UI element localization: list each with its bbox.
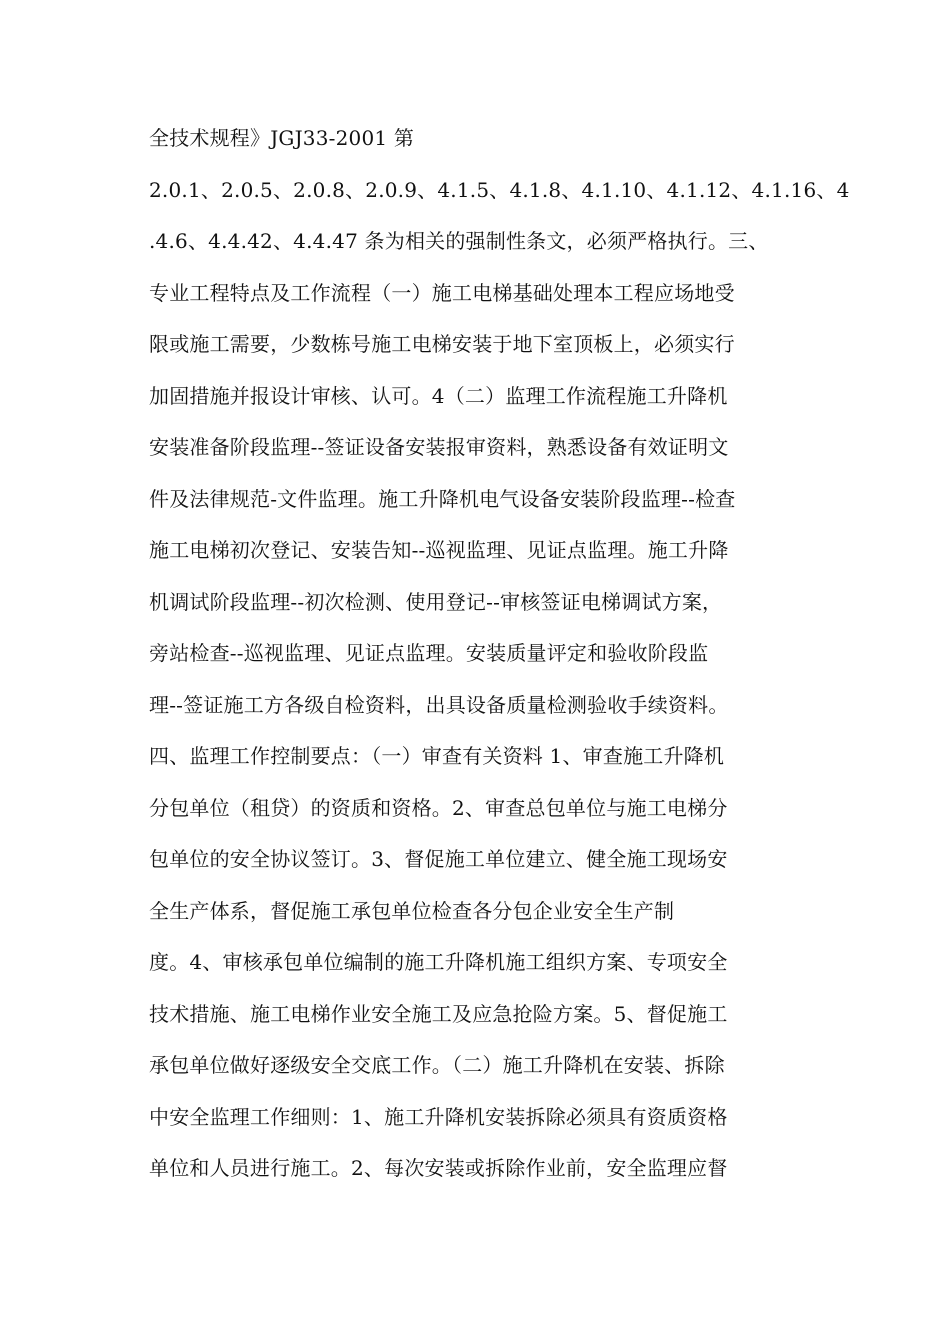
text-line: .4.6、4.4.42、4.4.47 条为相关的强制性条文，必须严格执行。三、	[149, 229, 769, 253]
text-line: 全技术规程》JGJ33-2001 第	[149, 126, 415, 150]
text-line: 中安全监理工作细则：1、施工升降机安装拆除必须具有资质资格	[149, 1104, 728, 1129]
text-line: 包单位的安全协议签订。3、督促施工单位建立、健全施工现场安	[149, 847, 728, 871]
text-line: 技术措施、施工电梯作业安全施工及应急抢险方案。5、督促施工	[149, 1001, 728, 1026]
body-text	[149, 113, 850, 1195]
text-line: 单位和人员进行施工。2、每次安装或拆除作业前，安全监理应督	[149, 1156, 728, 1180]
text-line: 专业工程特点及工作流程（一）施工电梯基础处理本工程应场地受	[149, 280, 735, 305]
text-line: 件及法律规范-文件监理。施工升降机电气设备安装阶段监理--检查	[149, 486, 736, 511]
text-line: 2.0.1、2.0.5、2.0.8、2.0.9、4.1.5、4.1.8、4.1.10、4.1.12、4.1.16、4	[149, 177, 850, 202]
text-line: 限或施工需要，少数栋号施工电梯安装于地下室顶板上，必须实行	[149, 332, 735, 356]
text-line: 加固措施并报设计审核、认可。4（二）监理工作流程施工升降机	[149, 383, 728, 408]
text-line: 安装准备阶段监理--签证设备安装报审资料，熟悉设备有效证明文	[149, 435, 729, 459]
text-line: 四、监理工作控制要点：（一）审查有关资料 1、审查施工升降机	[149, 744, 725, 768]
text-line: 度。4、审核承包单位编制的施工升降机施工组织方案、专项安全	[149, 950, 728, 974]
text-line: 机调试阶段监理--初次检测、使用登记--审核签证电梯调试方案，	[149, 589, 723, 614]
text-line: 分包单位（租贷）的资质和资格。2、审查总包单位与施工电梯分	[149, 795, 728, 820]
text-line: 全生产体系，督促施工承包单位检查各分包企业安全生产制	[149, 898, 675, 923]
text-line: 理--签证施工方各级自检资料，出具设备质量检测验收手续资料。	[149, 692, 729, 717]
text-line: 承包单位做好逐级安全交底工作。（二）施工升降机在安装、拆除	[149, 1053, 725, 1077]
text-line: 旁站检查--巡视监理、见证点监理。安装质量评定和验收阶段监	[149, 641, 709, 665]
text-line: 施工电梯初次登记、安装告知--巡视监理、见证点监理。施工升降	[149, 538, 729, 562]
